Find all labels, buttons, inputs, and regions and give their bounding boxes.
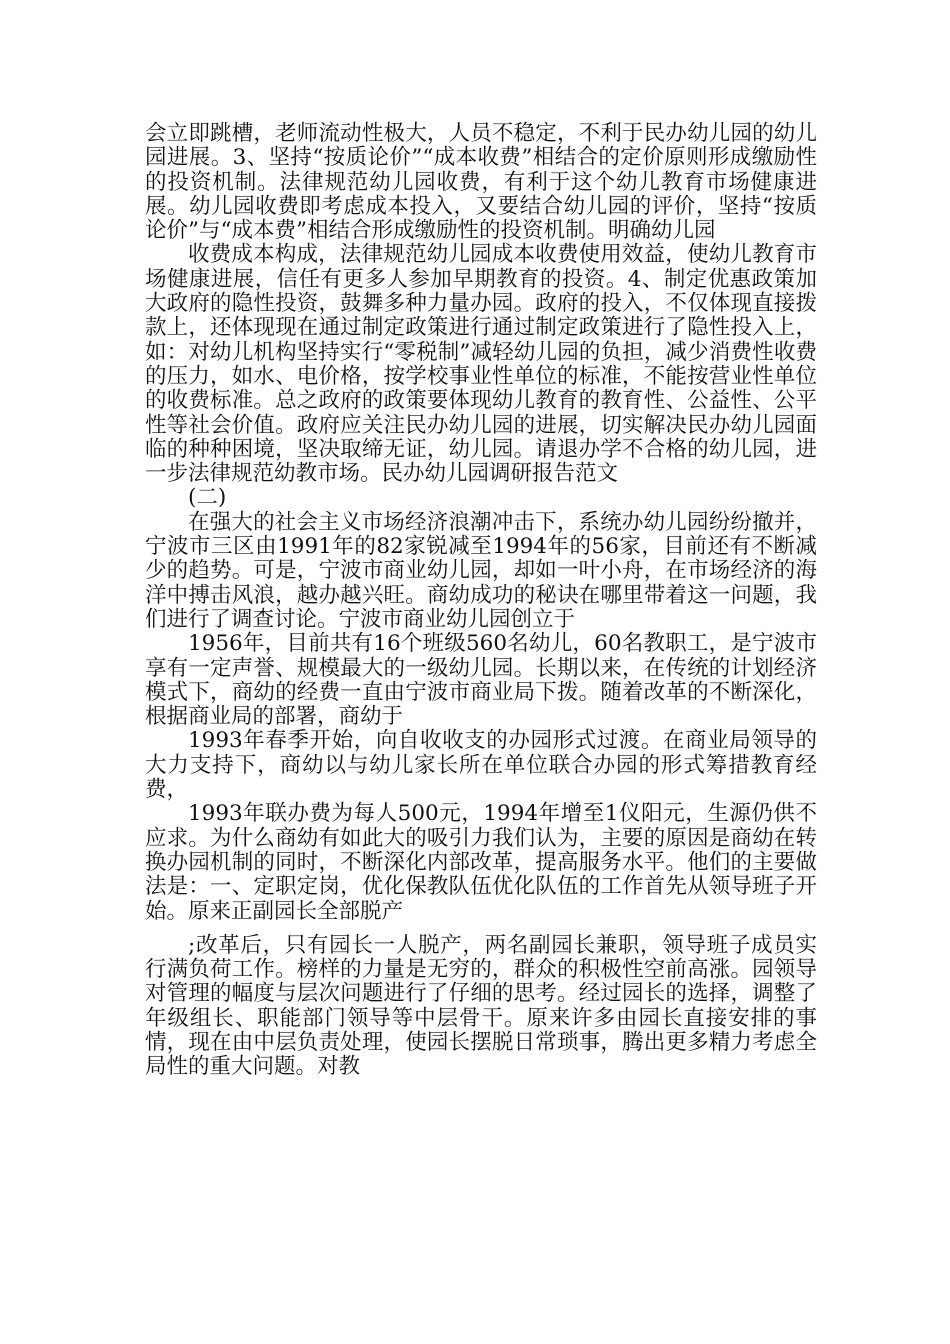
paragraph-market-economy: 在强大的社会主义市场经济浪潮冲击下，系统办幼儿园纷纷撤并，宁波市三区由1991年的82家锐减至1994年的56家，目前还有不断减少的趋势。可是，宁波市商业幼儿园，却如一叶小舟，在市场经济的海洋中搏击风浪，越办越兴旺。商幼成功的秘诀在哪里带着这一问题，我们进行了调查讨论。宁波市商业幼儿园创立于 (145, 509, 817, 632)
paragraph-after-reform: ;改革后，只有园长一人脱产，两名副园长兼职，领导班子成员实行满负荷工作。榜样的力量是无穷的，群众的积极性空前高涨。园领导对管理的幅度与层次问题进行了仔细的思考。经过园长的选择，调整了年级组长、职能部门领导等中层骨干。原来许多由园长直接安排的事情，现在由中层负责处理，使园长摆脱日常琐事，腾出更多精力考虑全局性的重大问题。对教 (145, 932, 817, 1080)
paragraph-continuation: 会立即跳槽，老师流动性极大，人员不稳定，不利于民办幼儿园的幼儿园进展。3、坚持“按质论价”“成本收费”相结合的定价原则形成缴励性的投资机制。法律规范幼儿园收费，有利于这个幼儿教育市场健康进展。幼儿园收费即考虑成本投入，又要结合幼儿园的评价，坚持“按质论价”与“成本费”相结合形成缴励性的投资机制。明确幼儿园 (145, 121, 817, 244)
paragraph-joint-fee: 1993年联办费为每人500元，1994年增至1仪阳元，生源仍供不应求。为什么商幼有如此大的吸引力我们认为，主要的原因是商幼在转换办园机制的同时，不断深化内部改革，提高服务水平。他们的主要做法是：一、定职定岗，优化保教队伍优化队伍的工作首先从领导班子开始。原来正副园长全部脱产 (145, 801, 817, 924)
section-number: (二) (188, 485, 227, 511)
document-body (145, 122, 817, 1080)
paragraph-founded: 1956年，目前共有16个班级560名幼儿，60名教职工，是宁波市享有一定声誉、规模最大的一级幼儿园。长期以来，在传统的计划经济模式下，商幼的经费一直由宁波市商业局下拨。随着改革的不断深化，根据商业局的部署，商幼于 (145, 631, 817, 730)
paragraph-fee-cost: 收费成本构成，法律规范幼儿园成本收费使用效益，使幼儿教育市场健康进展，信任有更多人参加早期教育的投资。4、制定优惠政策加大政府的隐性投资，鼓舞多种力量办园。政府的投入，不仅体现直接拨款上，还体现现在通过制定政策进行通过制定政策进行了隐性投入上，如：对幼儿机构坚持实行“零税制”减轻幼儿园的负担，减少消费性收费的压力，如水、电价格，按学校事业性单位的标准，不能按营业性单位的收费标准。总之政府的政策要体现幼儿教育的教育性、公益性、公平性等社会价值。政府应关注民办幼儿园的进展，切实解决民办幼儿园面临的种种困境，坚决取缔无证，幼儿园。请退办学不合格的幼儿园，进一步法律规范幼教市场。民办幼儿园调研报告范文 (145, 242, 817, 487)
paragraph-spring-1993: 1993年春季开始，向自收收支的办园形式过渡。在商业局领导的大力支持下，商幼以与幼儿家长所在单位联合办园的形式筹措教育经费， (145, 728, 817, 803)
